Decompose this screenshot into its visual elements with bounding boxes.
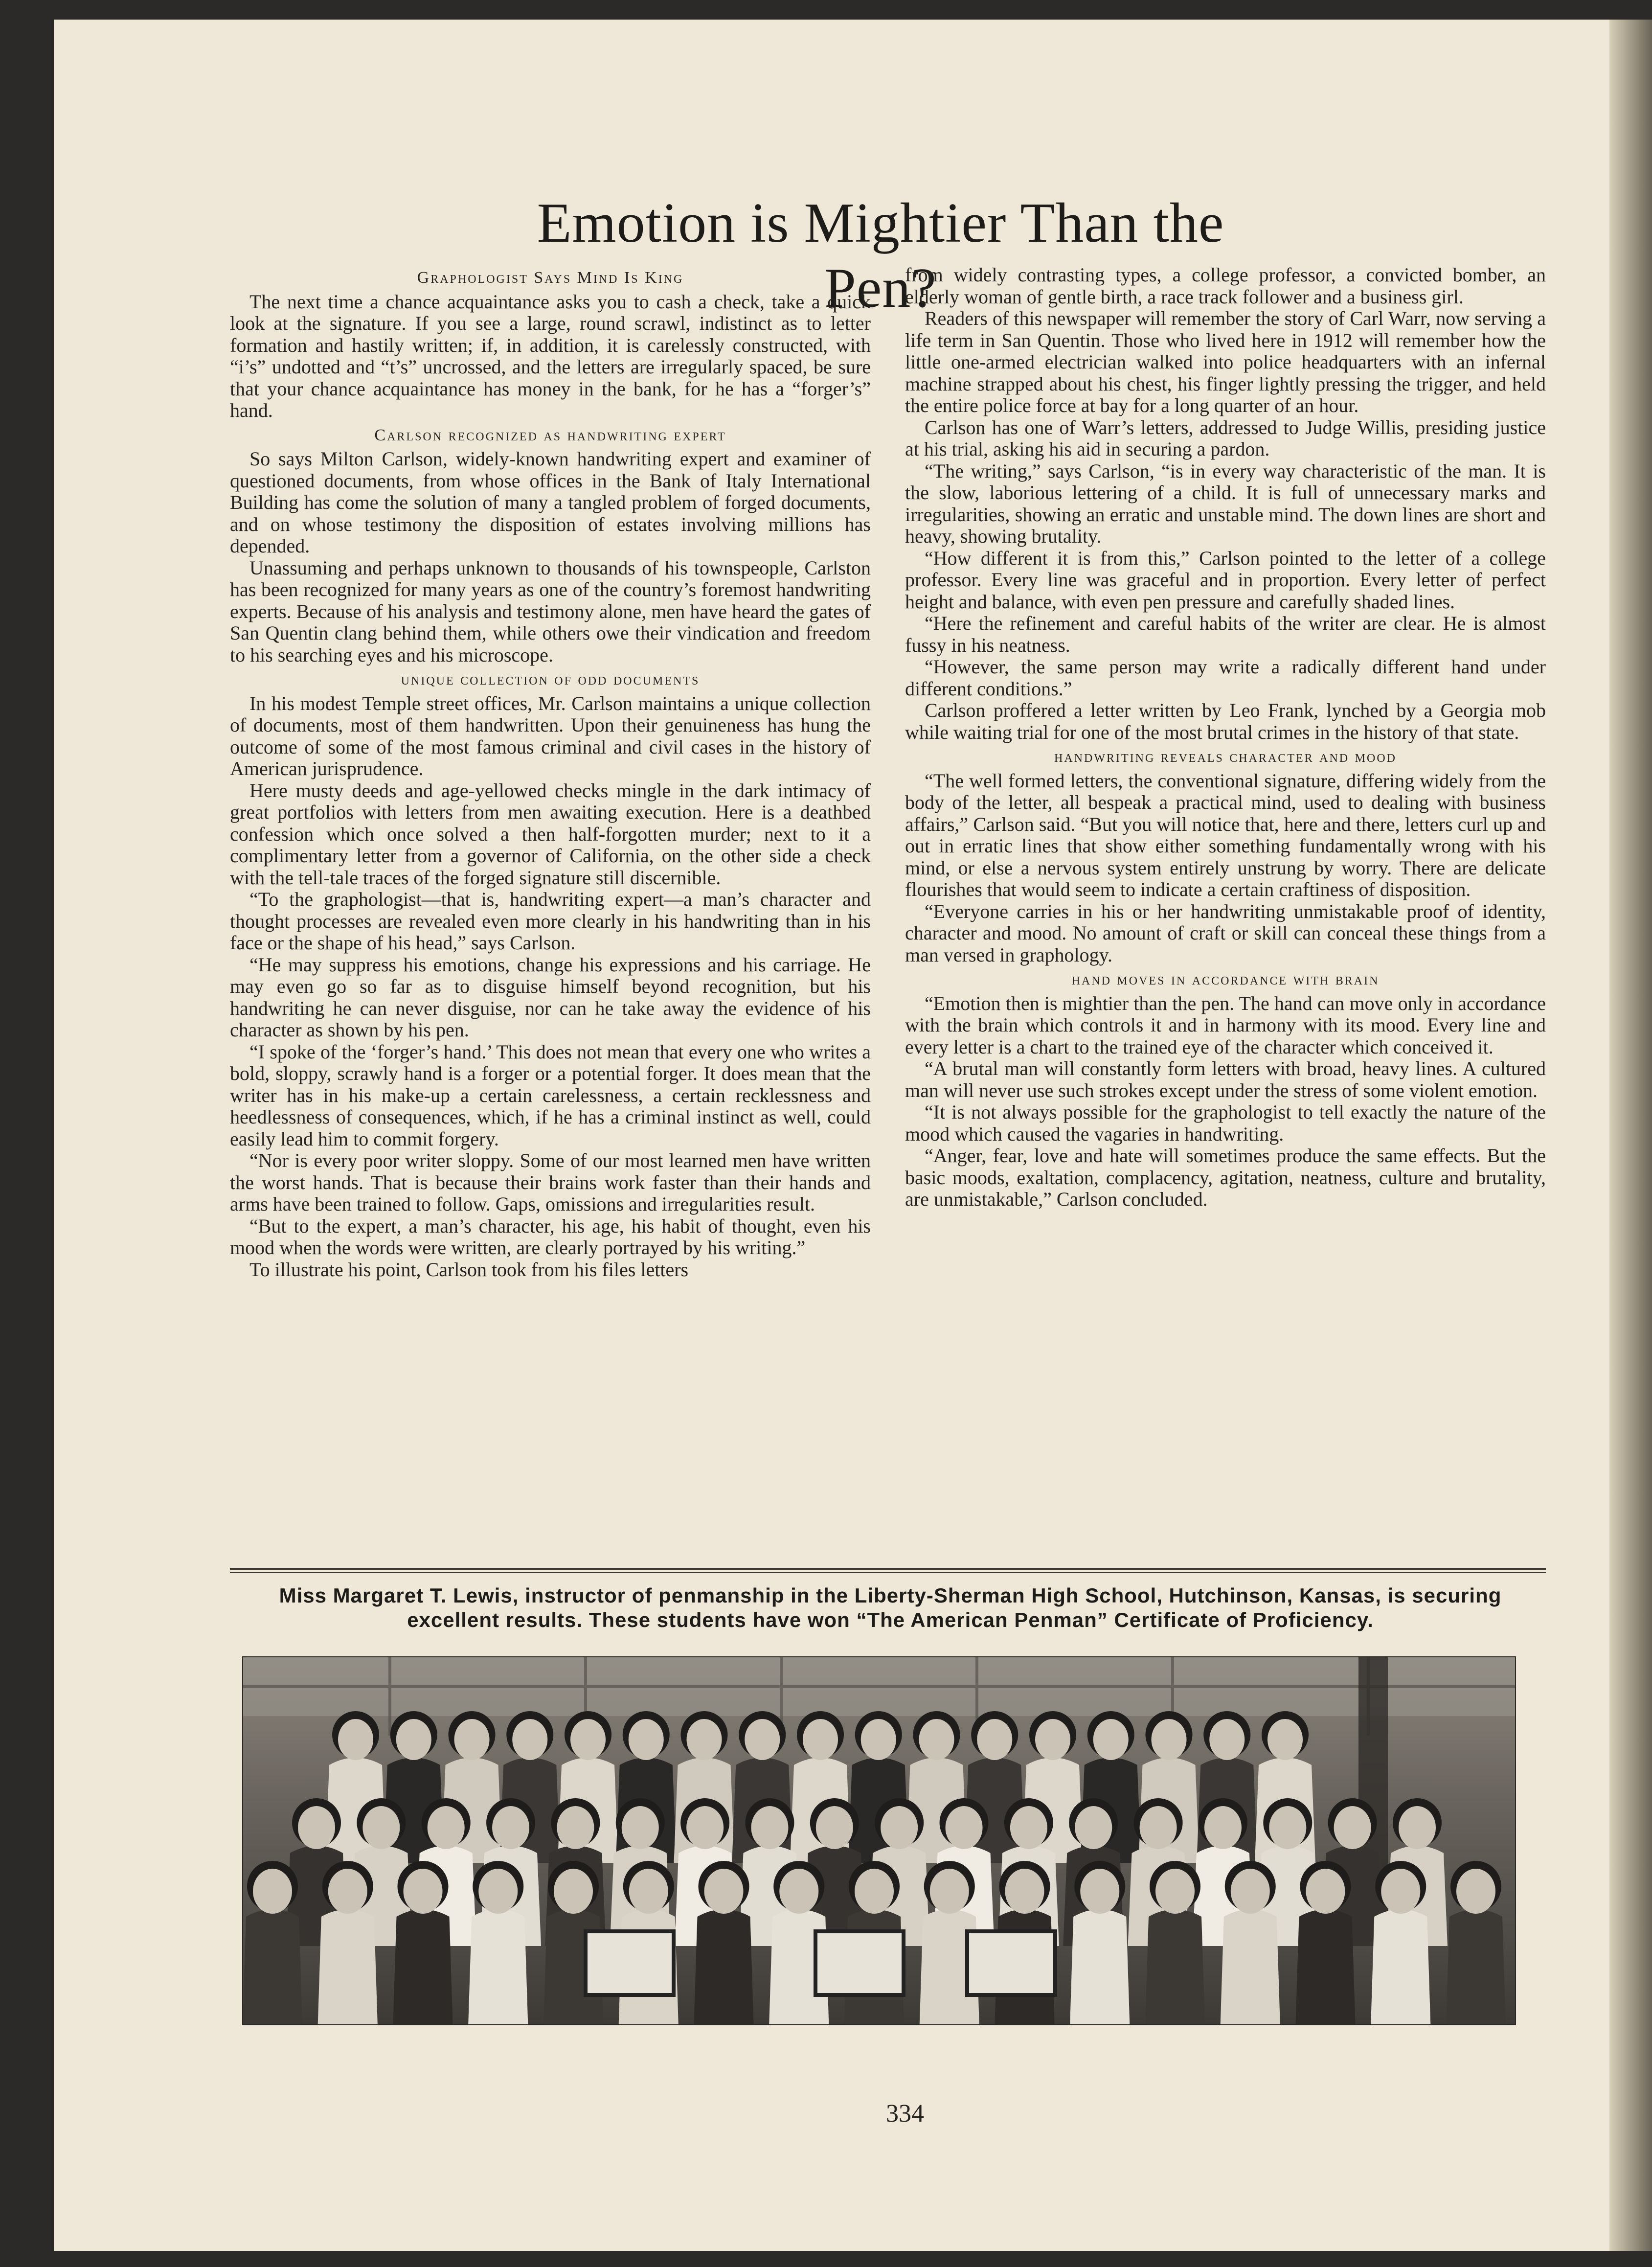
body-paragraph: “However, the same person may write a radically different hand under different conditions.” xyxy=(905,656,1546,700)
body-paragraph: “A brutal man will constantly form letters with broad, heavy lines. A cultured man will never use such strokes except under the stress of some violent emotion. xyxy=(905,1057,1546,1101)
right-column xyxy=(905,264,1546,1566)
left-column xyxy=(230,264,871,1566)
section-heading: Graphologist Says Mind Is King xyxy=(417,269,684,287)
body-paragraph: In his modest Temple street offices, Mr. Carlson maintains a unique collection of documents, most of them handwritten. Upon their genuineness has hung the outcome of some of the most famous criminal and civil cases in the history of American jurisprudence. xyxy=(230,692,871,779)
body-paragraph: “How different it is from this,” Carlson pointed to the letter of a college professor. Every line was graceful and in proportion. Every letter of perfect height and balance, with even pen pressure and carefully shaded lines. xyxy=(905,547,1546,613)
class-photograph-image xyxy=(243,1657,1515,2024)
student-figure xyxy=(1145,1909,1205,2024)
body-paragraph: Here musty deeds and age-yellowed checks mingle in the dark intimacy of great portfolios with letters from men awaiting execution. Here is a deathbed confession which once solved a then half-forgotten murder; next to it a complimentary letter from a governor of California, on the other side a check with the tell-tale traces of the forged signature still discernible. xyxy=(230,779,871,889)
body-paragraph: Unassuming and perhaps unknown to thousands of his townspeople, Carlston has been recognized for many years as one of the country’s foremost handwriting experts. Because of his analysis and testimony alone, men have heard the gates of San Quentin clang behind them, while others owe their vindication and freedom to his searching eyes and his microscope. xyxy=(230,556,871,666)
student-figure xyxy=(694,1909,754,2024)
student-figure xyxy=(468,1909,528,2024)
class-photograph xyxy=(242,1656,1516,2025)
body-paragraph: “Here the refinement and careful habits of the writer are clear. He is almost fussy in his neatness. xyxy=(905,612,1546,656)
body-paragraph: So says Milton Carlson, widely-known handwriting expert and examiner of questioned documents, from whose offices in the Bank of Italy International Building has come the solution of many a tangled problem of forged documents, and on whose testimony the disposition of estates involving millions has depended. xyxy=(230,448,871,557)
section-heading: hand moves in accordance with brain xyxy=(1071,970,1380,988)
page-edge xyxy=(1609,20,1652,2251)
divider-rule xyxy=(230,1572,1546,1573)
page-number: 334 xyxy=(886,2100,924,2128)
student-figure xyxy=(1069,1909,1130,2024)
body-paragraph: Carlson proffered a letter written by Leo Frank, lynched by a Georgia mob while waiting trial for one of the most brutal crimes in the history of that state. xyxy=(905,699,1546,743)
divider-rule xyxy=(230,1568,1546,1570)
body-paragraph: “Nor is every poor writer sloppy. Some of our most learned men have written the worst hands. That is because their brains work faster than their hands and arms have been trained to follow. Gaps, omissions and irregularities result. xyxy=(230,1149,871,1215)
student-figure xyxy=(317,1909,378,2024)
body-paragraph: Carlson has one of Warr’s letters, addressed to Judge Willis, presiding justice at his trial, asking his aid in securing a pardon. xyxy=(905,416,1546,460)
body-paragraph: “Anger, fear, love and hate will sometimes produce the same effects. But the basic moods, exaltation, complacency, agitation, neatness, culture and brutality, are unmistakable,” Carlson concluded. xyxy=(905,1145,1546,1210)
section-heading: handwriting reveals character and mood xyxy=(1054,748,1397,766)
student-figure xyxy=(1220,1909,1281,2024)
student-figure xyxy=(243,1909,303,2024)
section-heading: unique collection of odd documents xyxy=(401,670,700,688)
photo-caption: Miss Margaret T. Lewis, instructor of penmanship in the Liberty-Sherman High School, Hutchinson, Kansas, is securing excellent results. These students have won “The American Penman” Certificate of Proficiency. xyxy=(279,1584,1502,1631)
body-paragraph: “He may suppress his emotions, change his expressions and his carriage. He may even go so far as to disguise himself beyond recognition, but his handwriting he can never disguise, nor can he take away the evidence of his character as shown by his pen. xyxy=(230,953,871,1041)
body-paragraph: “The writing,” says Carlson, “is in every way characteristic of the man. It is the slow, laborious lettering of a child. It is full of unnecessary marks and irregularities, showing an erratic and unstable mind. The down lines are short and heavy, showing brutality. xyxy=(905,459,1546,547)
body-paragraph: The next time a chance acquaintance asks you to cash a check, take a quick look at the signature. If you see a large, round scrawl, indistinct as to letter formation and hastily written; if, in addition, it is carelessly constructed, with “i’s” undotted and “t’s” uncrossed, and the letters are irregularly spaced, be sure that your chance acquaintance has money in the bank, for he has a “forger’s” hand. xyxy=(230,290,871,421)
body-paragraph: Readers of this newspaper will remember the story of Carl Warr, now serving a life term in San Quentin. Those who lived here in 1912 will remember how the little one-armed electrician walked into police headquarters with an infernal machine strapped about his chest, his finger lightly pressing the trigger, and held the entire police force at bay for a long quarter of an hour. xyxy=(905,307,1546,416)
article-title: Emotion is Mightier Than the Pen? xyxy=(537,192,1224,320)
body-paragraph: “Emotion then is mightier than the pen. The hand can move only in accordance with the brain which controls it and in harmony with its mood. Every line and every letter is a chart to the trained eye of the character which conceived it. xyxy=(905,992,1546,1058)
student-figure xyxy=(393,1909,453,2024)
section-heading: Carlson recognized as handwriting expert xyxy=(374,426,726,444)
student-figure xyxy=(1446,1909,1506,2024)
body-paragraph: “Everyone carries in his or her handwriting unmistakable proof of identity, character and mood. No amount of craft or skill can conceal these things from a man versed in graphology. xyxy=(905,900,1546,966)
student-figure xyxy=(1295,1909,1356,2024)
body-paragraph: “To the graphologist—that is, handwriting expert—a man’s character and thought processes are revealed even more clearly in his handwriting than in his face or the shape of his head,” says Carlson. xyxy=(230,888,871,954)
body-paragraph: “It is not always possible for the graphologist to tell exactly the nature of the mood which caused the vagaries in handwriting. xyxy=(905,1101,1546,1145)
body-paragraph: “I spoke of the ‘forger’s hand.’ This does not mean that every one who writes a bold, sloppy, scrawly hand is a forger or a potential forger. It does mean that the writer has in his make-up a certain carelessness, a certain recklessness and heedlessness of consequences, which, if he has a criminal instinct as well, could easily lead him to commit forgery. xyxy=(230,1040,871,1150)
body-paragraph: “The well formed letters, the conventional signature, differing widely from the body of the letter, all bespeak a practical mind, used to dealing with business affairs,” Carlson said. “But you will notice that, here and there, letters curl up and out in erratic lines that show either something fundamentally wrong with his mind, or else a nervous system entirely unstrung by worry. There are delicate flourishes that would seem to indicate a certain craftiness of disposition. xyxy=(905,769,1546,900)
body-paragraph: from widely contrasting types, a college professor, a convicted bomber, an elderly woman of gentle birth, a race track follower and a business girl. xyxy=(905,264,1546,308)
body-paragraph: “But to the expert, a man’s character, his age, his habit of thought, even his mood when the words were written, are clearly portrayed by his writing.” xyxy=(230,1214,871,1259)
body-paragraph: To illustrate his point, Carlson took from his files letters xyxy=(249,1258,689,1281)
student-figure xyxy=(1370,1909,1431,2024)
